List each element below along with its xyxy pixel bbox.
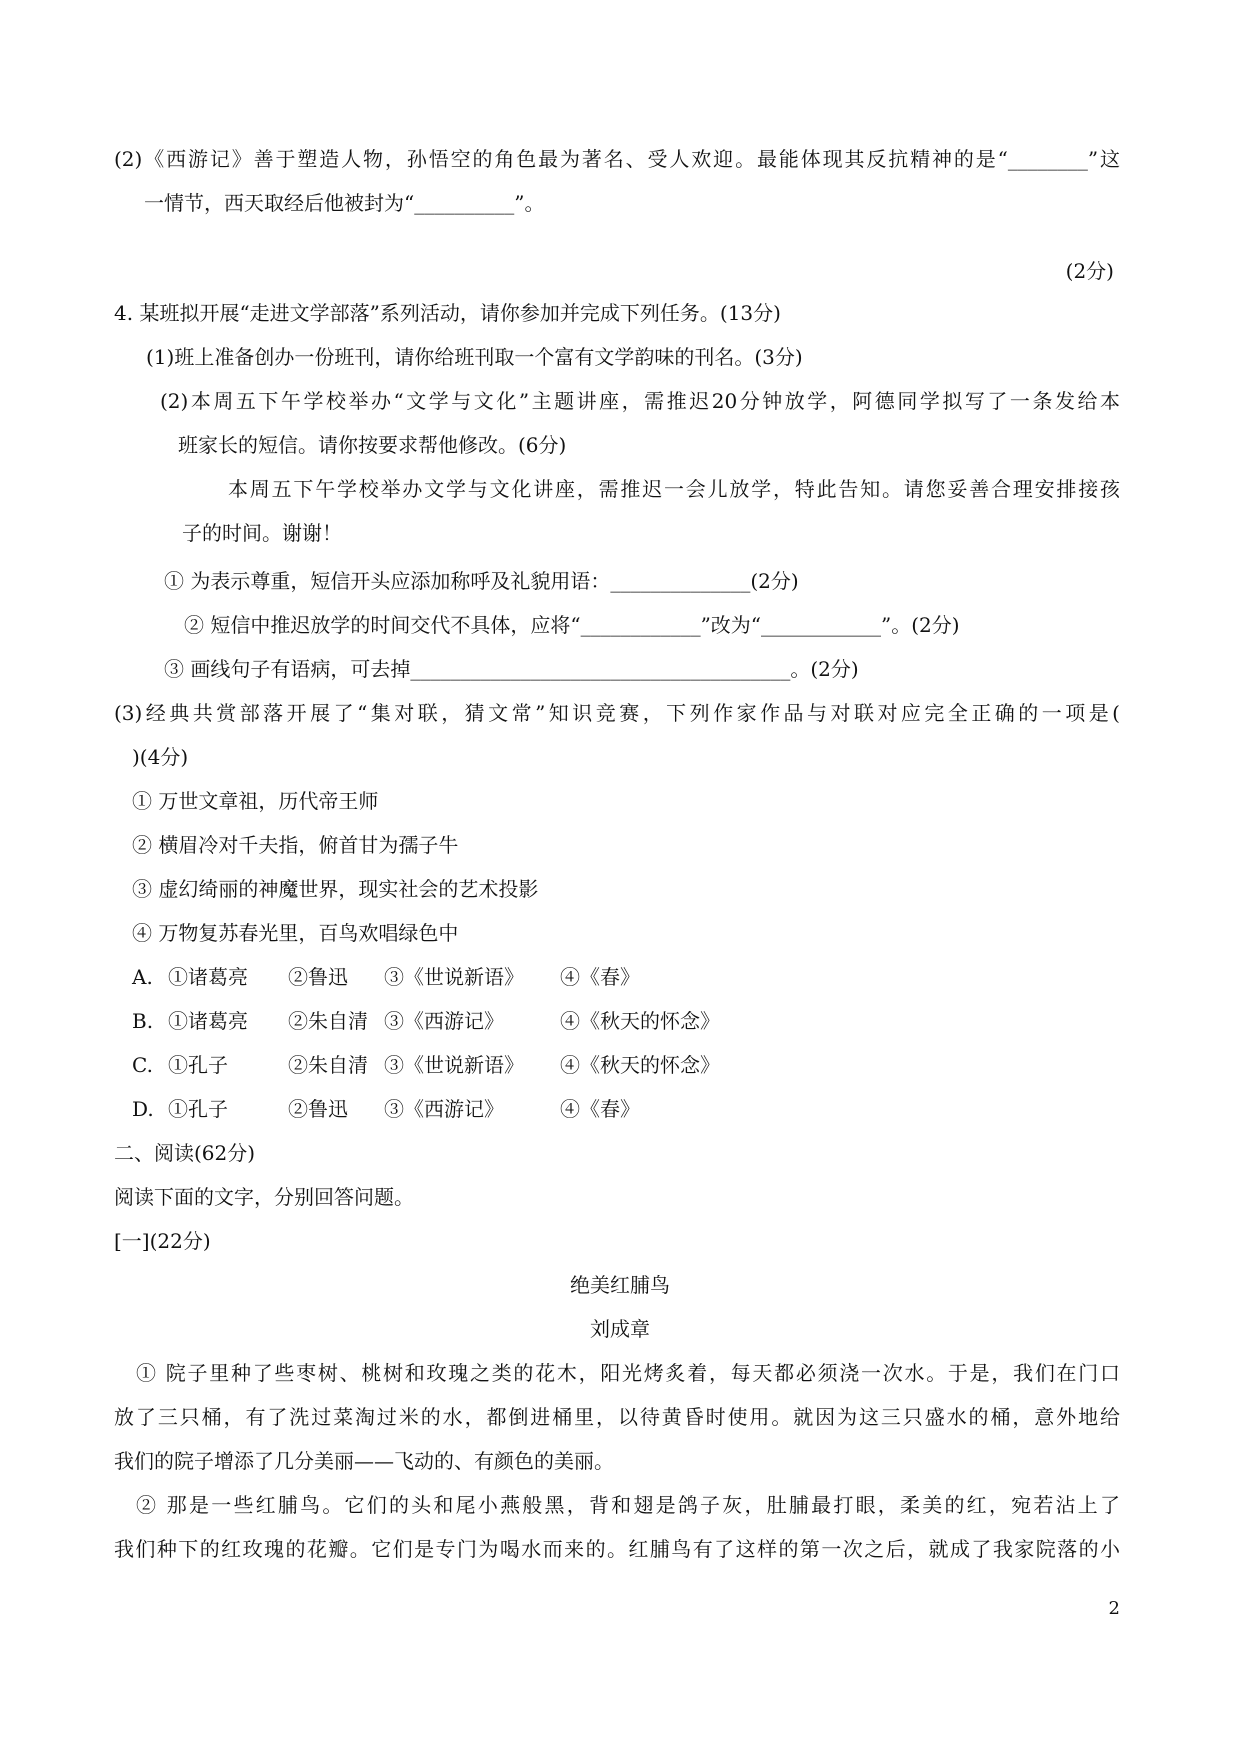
passage-p1-line3: 我们的院子增添了几分美丽——飞动的、有颜色的美丽。: [114, 1449, 614, 1473]
option-col1: ①诸葛亮: [168, 1009, 248, 1033]
option-col4: ④《秋天的怀念》: [560, 1053, 720, 1077]
passage-p2-line2: 我们种下的红玫瑰的花瓣。它们是专门为喝水而来的。红脯鸟有了这样的第一次之后，就成了我家院落的小: [114, 1537, 1120, 1561]
option-col2: ②朱自清: [288, 1009, 368, 1033]
q4-sub2-line2: 班家长的短信。请你按要求帮他修改。(6分): [178, 433, 567, 457]
sms-line2: 子的时间。谢谢！: [182, 521, 342, 545]
q3-2-score: (2分): [1065, 259, 1114, 283]
q4-task1: ① 为表示尊重，短信开头应添加称呼及礼貌用语：______________(2分): [164, 569, 799, 593]
reading-part-label: [一](22分): [114, 1229, 211, 1253]
option-c: [132, 1052, 720, 1078]
passage-p1-line2: 放了三只桶，有了洗过菜淘过米的水，都倒进桶里，以待黄昏时使用。就因为这三只盛水的桶，意外地给: [114, 1405, 1120, 1429]
option-col2: ②鲁迅: [288, 1097, 348, 1121]
q4-sub1: (1)班上准备创办一份班刊，请你给班刊取一个富有文学韵味的刊名。(3分): [146, 345, 803, 369]
option-col4: ④《秋天的怀念》: [560, 1009, 720, 1033]
couplet-4: ④ 万物复苏春光里，百鸟欢唱绿色中: [132, 921, 459, 945]
reading-instruction: 阅读下面的文字，分别回答问题。: [114, 1185, 414, 1209]
couplet-2: ② 横眉冷对千夫指，俯首甘为孺子牛: [132, 833, 459, 857]
q3-2-line2: 一情节，西天取经后他被封为“__________”。: [144, 191, 545, 215]
reading-section-heading: 二、阅读(62分): [114, 1141, 256, 1165]
option-col3: ③《西游记》: [384, 1097, 504, 1121]
q4-heading: 4. 某班拟开展“走进文学部落”系列活动，请你参加并完成下列任务。(13分): [114, 301, 781, 325]
option-col4: ④《春》: [560, 1097, 640, 1121]
option-d: [132, 1096, 640, 1122]
option-a: [132, 964, 640, 990]
option-col1: ①孔子: [168, 1053, 228, 1077]
option-letter: A.: [132, 965, 153, 989]
option-col1: ①诸葛亮: [168, 965, 248, 989]
option-letter: D.: [132, 1097, 154, 1121]
option-letter: B.: [132, 1009, 154, 1033]
passage-author: 刘成章: [590, 1317, 650, 1341]
q3-2-line1: (2)《西游记》善于塑造人物，孙悟空的角色最为著名、受人欢迎。最能体现其反抗精神的是“________”这: [114, 147, 1120, 171]
option-col3: ③《世说新语》: [384, 1053, 524, 1077]
q4-sub2-line1: (2)本周五下午学校举办“文学与文化”主题讲座，需推迟20分钟放学，阿德同学拟写了一条发给本: [160, 389, 1120, 413]
passage-p2-line1: ② 那是一些红脯鸟。它们的头和尾小燕般黑，背和翅是鸽子灰，肚脯最打眼，柔美的红，宛若沾上了: [136, 1493, 1120, 1517]
option-col2: ②朱自清: [288, 1053, 368, 1077]
passage-title: 绝美红脯鸟: [570, 1273, 670, 1297]
option-col1: ①孔子: [168, 1097, 228, 1121]
q4-sub3-line2: )(4分): [132, 745, 189, 769]
q4-sub3-line1: (3)经典共赏部落开展了“集对联，猜文常”知识竞赛，下列作家作品与对联对应完全正确的一项是(: [114, 701, 1120, 725]
sms-line1: 本周五下午学校举办文学与文化讲座，需推迟一会儿放学，特此告知。请您妥善合理安排接孩: [228, 477, 1120, 501]
couplet-1: ① 万世文章祖，历代帝王师: [132, 789, 379, 813]
option-col3: ③《西游记》: [384, 1009, 504, 1033]
couplet-3: ③ 虚幻绮丽的神魔世界，现实社会的艺术投影: [132, 877, 539, 901]
q4-task3: ③ 画线句子有语病，可去掉______________________________________。(2分): [164, 657, 859, 681]
q4-task2: ② 短信中推迟放学的时间交代不具体，应将“____________”改为“____________”。(2分): [184, 613, 960, 637]
option-col2: ②鲁迅: [288, 965, 348, 989]
option-b: [132, 1008, 720, 1034]
option-col4: ④《春》: [560, 965, 640, 989]
page-number: 2: [1108, 1598, 1120, 1619]
passage-p1-line1: ① 院子里种了些枣树、桃树和玫瑰之类的花木，阳光烤炙着，每天都必须浇一次水。于是，我们在门口: [136, 1361, 1120, 1385]
option-col3: ③《世说新语》: [384, 965, 524, 989]
option-letter: C.: [132, 1053, 153, 1077]
